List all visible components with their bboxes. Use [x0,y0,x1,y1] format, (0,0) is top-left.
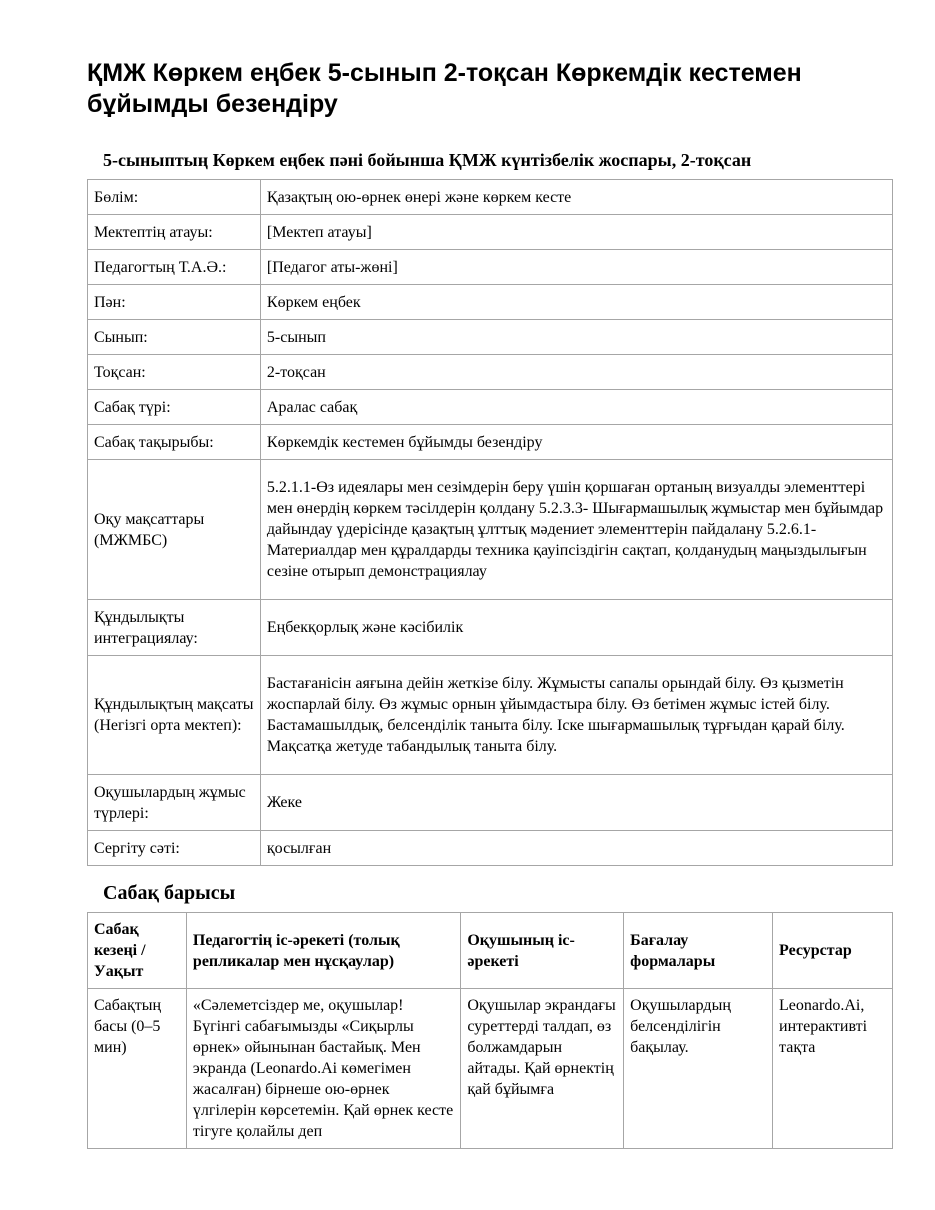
column-header-stage: Сабақ кезеңі / Уақыт [88,913,187,989]
table-row [88,250,893,285]
info-label: Тоқсан: [88,355,261,390]
lesson-info-table [87,179,893,866]
info-value: Көркем еңбек [260,285,892,320]
table-row [88,320,893,355]
info-label: Пән: [88,285,261,320]
info-value: Еңбекқорлық және кәсібилік [260,600,892,656]
student-activity-cell: Оқушылар экрандағы суреттерді талдап, өз болжамдарын айтады. Қай өрнектің қай бұйымға [461,989,624,1149]
info-value: Бастағанісін аяғына дейін жеткізе білу. Жұмысты сапалы орындай білу. Өз қызметін жоспарлай білу. Өз жұмыс орнын ұйымдастыра білу. Өз бетімен жұмыс істей білу. Бастамашылдық, белсенділік таныта білу. Іске шығармашылық тұрғыдан қарай білу. Мақсатқа жетуде табандылық таныта білу. [260,656,892,775]
table-row [88,180,893,215]
table-row [88,831,893,866]
table-row [88,989,893,1149]
info-label: Сабақ тақырыбы: [88,425,261,460]
table-header-row [88,913,893,989]
info-value: 5.2.1.1-Өз идеялары мен сезімдерін беру үшін қоршаған ортаның визуалды элементтері мен өнердің көркем тәсілдерін қолдану 5.2.3.3- Шығармашылық жұмыстар мен бұйымдар дайындау үдерісінде қазақтың ұлттық мәдениет элементтерін пайдалану 5.2.6.1-Материалдар мен құралдарды техника қауіпсіздігін сақтап, қолданудың маңыздылығын сезіне отырып демонстрациялау [260,460,892,600]
info-label: Оқушылардың жұмыс түрлері: [88,775,261,831]
table-row [88,460,893,600]
info-label: Сергіту сәті: [88,831,261,866]
table-row [88,600,893,656]
info-label: Сабақ түрі: [88,390,261,425]
table-row [88,215,893,250]
info-value: Жеке [260,775,892,831]
info-value: 2-тоқсан [260,355,892,390]
table-row [88,656,893,775]
info-value: [Педагог аты-жөні] [260,250,892,285]
info-label: Мектептің атауы: [88,215,261,250]
plan-subtitle: 5-сыныптың Көркем еңбек пәні бойынша ҚМЖ күнтізбелік жоспары, 2-тоқсан [103,150,752,170]
info-value: қосылған [260,831,892,866]
column-header-student: Оқушының іс-әрекеті [461,913,624,989]
info-label: Оқу мақсаттары (МЖМБС) [88,460,261,600]
info-label: Педагогтың Т.А.Ә.: [88,250,261,285]
info-value: Қазақтың ою-өрнек өнері және көркем кесте [260,180,892,215]
info-label: Құндылықтың мақсаты (Негізгі орта мектеп): [88,656,261,775]
info-value: 5-сынып [260,320,892,355]
table-row [88,425,893,460]
column-header-teacher: Педагогтің іс-әрекеті (толық репликалар мен нұсқаулар) [186,913,460,989]
column-header-resources: Ресурстар [773,913,893,989]
assessment-cell: Оқушылардың белсенділігін бақылау. [624,989,773,1149]
info-label: Сынып: [88,320,261,355]
lesson-flow-table [87,912,893,1149]
table-row [88,390,893,425]
info-label: Бөлім: [88,180,261,215]
table-row [88,775,893,831]
info-value: [Мектеп атауы] [260,215,892,250]
resources-cell: Leonardo.Ai, интерактивті тақта [773,989,893,1149]
table-row [88,355,893,390]
teacher-activity-cell: «Сәлеметсіздер ме, оқушылар! Бүгінгі сабағымызды «Сиқырлы өрнек» ойынынан бастайық. Мен экранда (Leonardo.Ai көмегімен жасалған) бірнеше ою-өрнек үлгілерін көрсетемін. Қай өрнек кесте тігуге қолайлы деп [186,989,460,1149]
info-value: Көркемдік кестемен бұйымды безендіру [260,425,892,460]
lesson-flow-heading: Сабақ барысы [103,882,236,904]
info-label: Құндылықты интеграциялау: [88,600,261,656]
column-header-assessment: Бағалау формалары [624,913,773,989]
info-value: Аралас сабақ [260,390,892,425]
stage-cell: Сабақтың басы (0–5 мин) [88,989,187,1149]
document-title: ҚМЖ Көркем еңбек 5-сынып 2-тоқсан Көркемдік кестемен бұйымды безендіру [87,59,802,118]
table-row [88,285,893,320]
